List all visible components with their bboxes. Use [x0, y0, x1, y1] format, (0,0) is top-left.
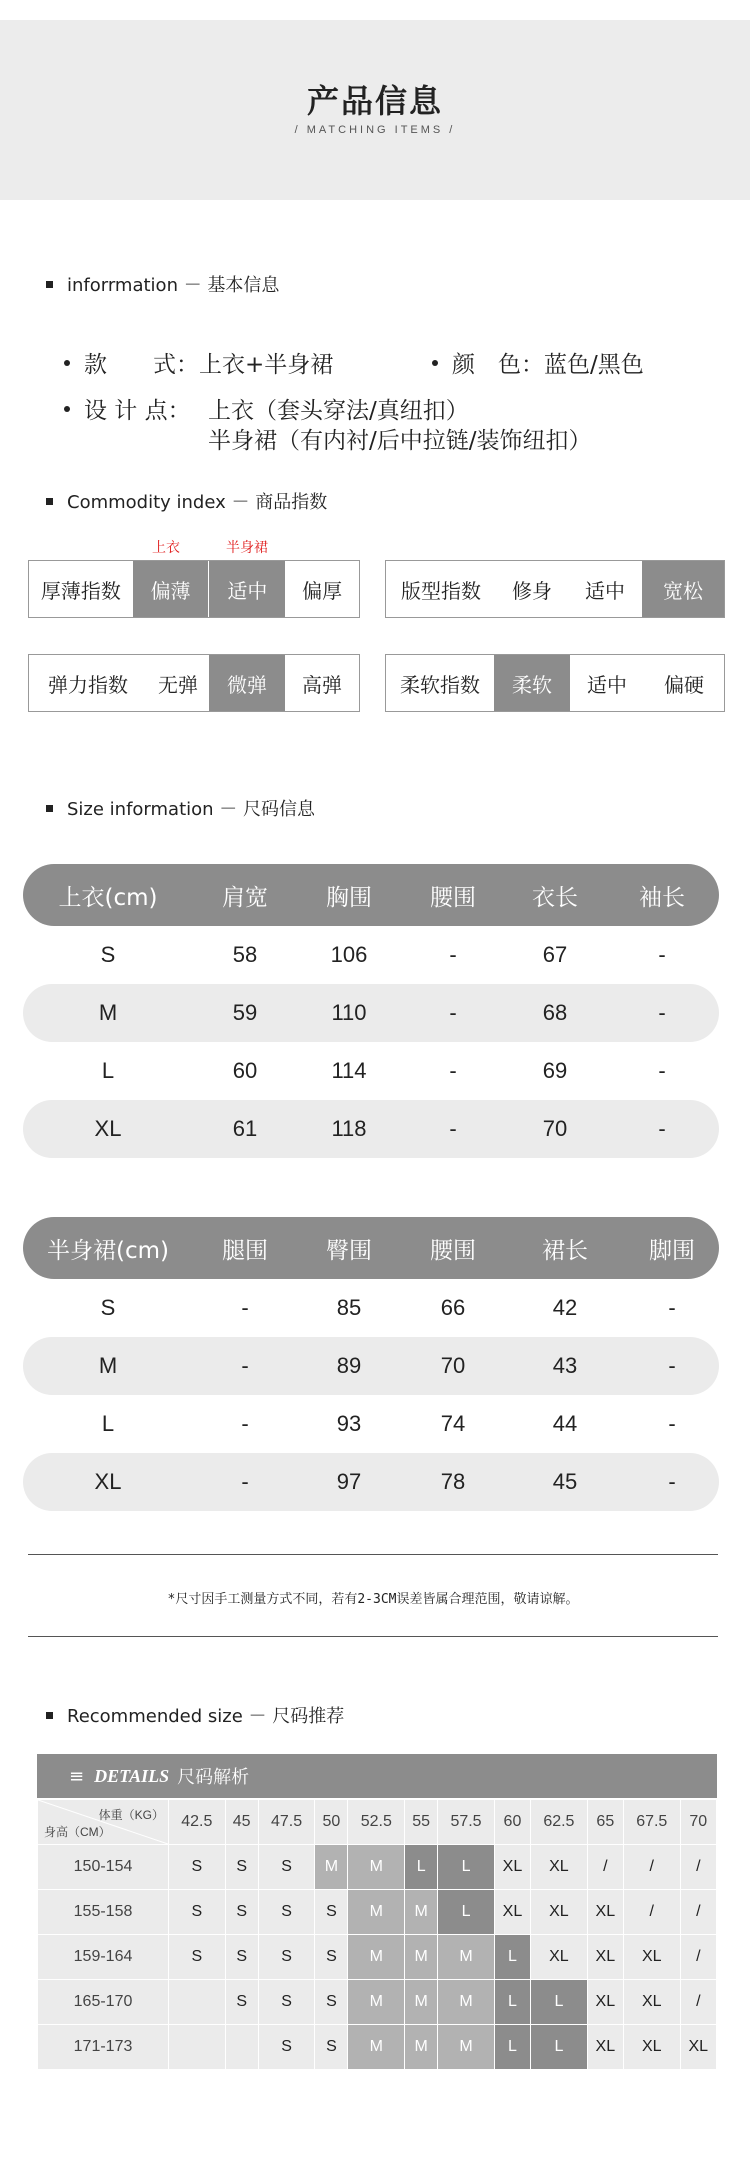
size-cell: M: [405, 2025, 438, 2070]
table-row: [23, 1395, 719, 1453]
bullet-square-icon: [46, 281, 53, 288]
size-cell: M: [438, 2025, 495, 2070]
size-cell: /: [623, 1845, 680, 1890]
weight-cell: 65: [587, 1800, 623, 1845]
table-cell: M: [98, 1353, 118, 1378]
weight-cell: 42.5: [169, 1800, 226, 1845]
bullet-square-icon: [46, 498, 53, 505]
elasticity-option-high: 高弹: [302, 672, 342, 697]
fit-option-regular: 适中: [585, 578, 625, 603]
size-cell: S: [225, 1845, 258, 1890]
top-header-cell: 肩宽: [222, 884, 268, 911]
page-subtitle: / MATCHING ITEMS /: [294, 124, 456, 136]
size-cell: M: [348, 1890, 405, 1935]
softness-option-soft: 柔软: [494, 655, 570, 711]
elasticity-option-none: 无弹: [158, 672, 198, 697]
weight-cell: 57.5: [438, 1800, 495, 1845]
design-line: [64, 392, 191, 425]
menu-icon: ≡: [69, 1765, 85, 1787]
bullet-dot-icon: [64, 360, 70, 366]
table-cell: M: [98, 1000, 118, 1025]
size-cell: XL: [531, 1935, 588, 1980]
skirt-header-cell: 裙长: [542, 1237, 588, 1264]
height-cell: 150-154: [38, 1845, 169, 1890]
table-row: [38, 1980, 717, 2025]
details-title-cn: 尺码解析: [177, 1767, 250, 1788]
skirt-header-cell: 脚围: [649, 1237, 695, 1264]
weight-cell: 60: [494, 1800, 530, 1845]
bullet-dot-icon: [432, 360, 438, 366]
size-recommendation-grid: [37, 1799, 717, 2070]
table-row: [23, 1100, 719, 1158]
size-cell: L: [531, 1980, 588, 2025]
height-cell: 171-173: [38, 2025, 169, 2070]
softness-option-hard: 偏硬: [664, 672, 704, 697]
size-cell: M: [438, 1980, 495, 2025]
size-cell: L: [494, 2025, 530, 2070]
size-cell: M: [405, 1935, 438, 1980]
table-cell: 110: [331, 1000, 367, 1025]
weight-cell: 55: [405, 1800, 438, 1845]
table-cell: -: [241, 1295, 249, 1320]
size-cell: M: [348, 1845, 405, 1890]
skirt-header-cell: 腿围: [222, 1237, 268, 1264]
thickness-label: 厚薄指数: [40, 578, 121, 603]
size-cell: XL: [623, 2025, 680, 2070]
size-cell: S: [258, 1980, 315, 2025]
table-cell: 85: [336, 1295, 362, 1320]
table-row: [23, 1453, 719, 1511]
thickness-option-medium: 适中: [208, 561, 285, 617]
table-cell: 93: [336, 1411, 362, 1436]
size-cell: [225, 2025, 258, 2070]
elasticity-label: 弹力指数: [48, 672, 128, 697]
fit-option-slim: 修身: [512, 578, 552, 603]
measurement-note: *尺寸因手工测量方式不同，若有2-3CM误差皆属合理范围，敬请谅解。: [167, 1592, 579, 1607]
details-title-en: DETAILS: [94, 1765, 170, 1786]
size-cell: S: [169, 1935, 226, 1980]
size-cell: XL: [587, 1980, 623, 2025]
weight-cell: 52.5: [348, 1800, 405, 1845]
skirt-header-cell: 半身裙(cm): [47, 1237, 169, 1264]
weight-cell: 67.5: [623, 1800, 680, 1845]
table-cell: 114: [331, 1058, 367, 1083]
softness-index: [385, 654, 725, 712]
size-cell: S: [315, 2025, 348, 2070]
table-cell: -: [668, 1411, 676, 1436]
size-cell: XL: [587, 1890, 623, 1935]
size-info-heading: [46, 795, 315, 821]
table-cell: -: [668, 1353, 676, 1378]
commodity-heading-text: Commodity index － 商品指数: [67, 492, 328, 513]
size-cell: XL: [494, 1890, 530, 1935]
size-cell: L: [438, 1890, 495, 1935]
table-cell: 67: [542, 942, 568, 967]
size-cell: S: [315, 1890, 348, 1935]
table-cell: -: [241, 1469, 249, 1494]
table-cell: L: [101, 1411, 115, 1436]
weight-axis-label: 体重（KG）: [98, 1808, 164, 1822]
height-axis-label: 身高（CM）: [44, 1825, 111, 1839]
thickness-index: [28, 560, 360, 618]
size-cell: M: [315, 1845, 348, 1890]
size-cell: XL: [494, 1845, 530, 1890]
style-label: 款 式：: [84, 352, 199, 378]
size-cell: L: [494, 1980, 530, 2025]
table-cell: 58: [232, 942, 258, 967]
thickness-option-thick: 偏厚: [302, 578, 343, 603]
weight-row: [38, 1800, 717, 1845]
design-value-skirt: 半身裙（有内衬/后中拉链/装饰纽扣）: [208, 428, 592, 454]
table-cell: -: [241, 1411, 249, 1436]
table-row: [38, 1845, 717, 1890]
skirt-tag: 半身裙: [226, 540, 268, 556]
size-cell: XL: [680, 2025, 716, 2070]
table-cell: -: [449, 1000, 457, 1025]
table-cell: 68: [542, 1000, 568, 1025]
table-cell: -: [658, 942, 666, 967]
weight-cell: 50: [315, 1800, 348, 1845]
size-cell: L: [494, 1935, 530, 1980]
table-row: [23, 1042, 719, 1100]
top-header-cell: 腰围: [430, 884, 476, 911]
top-header-cell: 胸围: [326, 884, 372, 911]
thickness-option-thin: 偏薄: [133, 561, 209, 617]
page-title: 产品信息: [306, 82, 443, 120]
table-cell: 61: [232, 1116, 258, 1141]
fit-index: [385, 560, 725, 618]
table-row: [23, 984, 719, 1042]
recommended-heading: [46, 1702, 344, 1728]
table-cell: 78: [440, 1469, 466, 1494]
table-row: [38, 1935, 717, 1980]
table-cell: 89: [336, 1353, 362, 1378]
table-cell: 43: [552, 1353, 578, 1378]
size-cell: L: [531, 2025, 588, 2070]
basic-info-heading-text: inforrmation － 基本信息: [67, 275, 280, 296]
table-cell: 118: [331, 1116, 367, 1141]
table-cell: -: [449, 942, 457, 967]
table-cell: 66: [440, 1295, 466, 1320]
color-value: 蓝色/黑色: [544, 352, 644, 378]
size-info-heading-text: Size information － 尺码信息: [67, 799, 316, 820]
elasticity-index: [28, 654, 360, 712]
table-row: [38, 1890, 717, 1935]
top-header-cell: 衣长: [532, 884, 578, 911]
table-cell: -: [241, 1353, 249, 1378]
height-cell: 155-158: [38, 1890, 169, 1935]
design-label: 设 计 点：: [84, 398, 191, 424]
size-cell: L: [438, 1845, 495, 1890]
table-cell: 42: [552, 1295, 578, 1320]
size-cell: M: [348, 1980, 405, 2025]
table-cell: 60: [232, 1058, 258, 1083]
details-panel-header: [37, 1754, 717, 1798]
softness-label: 柔软指数: [400, 672, 480, 697]
size-cell: [169, 1980, 226, 2025]
size-cell: M: [405, 1980, 438, 2025]
color-label: 颜 色：: [452, 352, 544, 378]
fit-option-loose: 宽松: [642, 561, 724, 617]
commodity-heading: [46, 488, 327, 514]
skirt-header-cell: 臀围: [326, 1237, 372, 1264]
size-cell: /: [587, 1845, 623, 1890]
size-cell: S: [315, 1980, 348, 2025]
style-value: 上衣+半身裙: [199, 352, 334, 378]
top-size-table: [23, 864, 719, 1158]
size-cell: S: [258, 2025, 315, 2070]
size-cell: M: [348, 1935, 405, 1980]
height-cell: 165-170: [38, 1980, 169, 2025]
divider: [28, 1554, 718, 1555]
softness-option-medium: 适中: [587, 672, 627, 697]
table-cell: -: [668, 1295, 676, 1320]
size-cell: [169, 2025, 226, 2070]
size-cell: /: [680, 1980, 716, 2025]
bullet-square-icon: [46, 805, 53, 812]
size-cell: /: [623, 1890, 680, 1935]
size-cell: M: [405, 1890, 438, 1935]
skirt-size-table: [23, 1217, 719, 1511]
bullet-dot-icon: [64, 406, 70, 412]
size-cell: M: [438, 1935, 495, 1980]
size-cell: XL: [531, 1845, 588, 1890]
top-tag: 上衣: [152, 540, 180, 556]
size-cell: S: [315, 1935, 348, 1980]
table-cell: -: [668, 1469, 676, 1494]
table-cell: XL: [94, 1116, 122, 1141]
size-cell: S: [225, 1935, 258, 1980]
size-cell: /: [680, 1845, 716, 1890]
weight-cell: 62.5: [531, 1800, 588, 1845]
skirt-header-cell: 腰围: [430, 1237, 476, 1264]
table-row: [23, 926, 719, 984]
style-line: [64, 346, 333, 379]
skirt-table-header: [23, 1217, 719, 1279]
table-cell: 97: [336, 1469, 362, 1494]
bullet-square-icon: [46, 1712, 53, 1719]
weight-cell: 47.5: [258, 1800, 315, 1845]
size-cell: XL: [623, 1980, 680, 2025]
table-row: [23, 1279, 719, 1337]
size-cell: S: [258, 1890, 315, 1935]
size-cell: S: [169, 1845, 226, 1890]
design-value-top: 上衣（套头穿法/真纽扣）: [208, 398, 469, 424]
table-cell: 69: [542, 1058, 568, 1083]
size-cell: XL: [587, 2025, 623, 2070]
top-table-header: [23, 864, 719, 926]
table-cell: -: [449, 1116, 457, 1141]
size-cell: S: [258, 1935, 315, 1980]
size-cell: S: [169, 1890, 226, 1935]
size-cell: XL: [531, 1890, 588, 1935]
table-cell: 74: [440, 1411, 466, 1436]
table-cell: -: [658, 1116, 666, 1141]
elasticity-option-slight: 微弹: [209, 655, 285, 711]
size-cell: M: [348, 2025, 405, 2070]
table-cell: 45: [552, 1469, 578, 1494]
table-cell: -: [658, 1058, 666, 1083]
divider: [28, 1636, 718, 1637]
weight-cell: 45: [225, 1800, 258, 1845]
top-header-cell: 上衣(cm): [58, 884, 158, 911]
table-cell: 70: [440, 1353, 466, 1378]
basic-info-heading: [46, 271, 279, 297]
fit-label: 版型指数: [401, 578, 481, 603]
table-cell: -: [449, 1058, 457, 1083]
table-row: [23, 1337, 719, 1395]
size-cell: S: [225, 1980, 258, 2025]
table-cell: 70: [542, 1116, 568, 1141]
table-row: [38, 2025, 717, 2070]
size-cell: XL: [587, 1935, 623, 1980]
size-cell: L: [405, 1845, 438, 1890]
table-cell: S: [100, 1295, 116, 1320]
table-cell: -: [658, 1000, 666, 1025]
height-cell: 159-164: [38, 1935, 169, 1980]
table-cell: 106: [330, 942, 368, 967]
table-cell: L: [101, 1058, 115, 1083]
weight-cell: 70: [680, 1800, 716, 1845]
table-cell: 59: [232, 1000, 258, 1025]
size-cell: XL: [623, 1935, 680, 1980]
size-cell: /: [680, 1935, 716, 1980]
table-cell: 44: [552, 1411, 578, 1436]
table-cell: XL: [94, 1469, 122, 1494]
size-cell: S: [225, 1890, 258, 1935]
recommended-heading-text: Recommended size － 尺码推荐: [67, 1706, 345, 1727]
table-cell: S: [100, 942, 116, 967]
top-header-cell: 袖长: [639, 884, 685, 911]
size-cell: /: [680, 1890, 716, 1935]
corner-cell: [38, 1800, 169, 1845]
size-cell: S: [258, 1845, 315, 1890]
color-line: [432, 346, 644, 379]
